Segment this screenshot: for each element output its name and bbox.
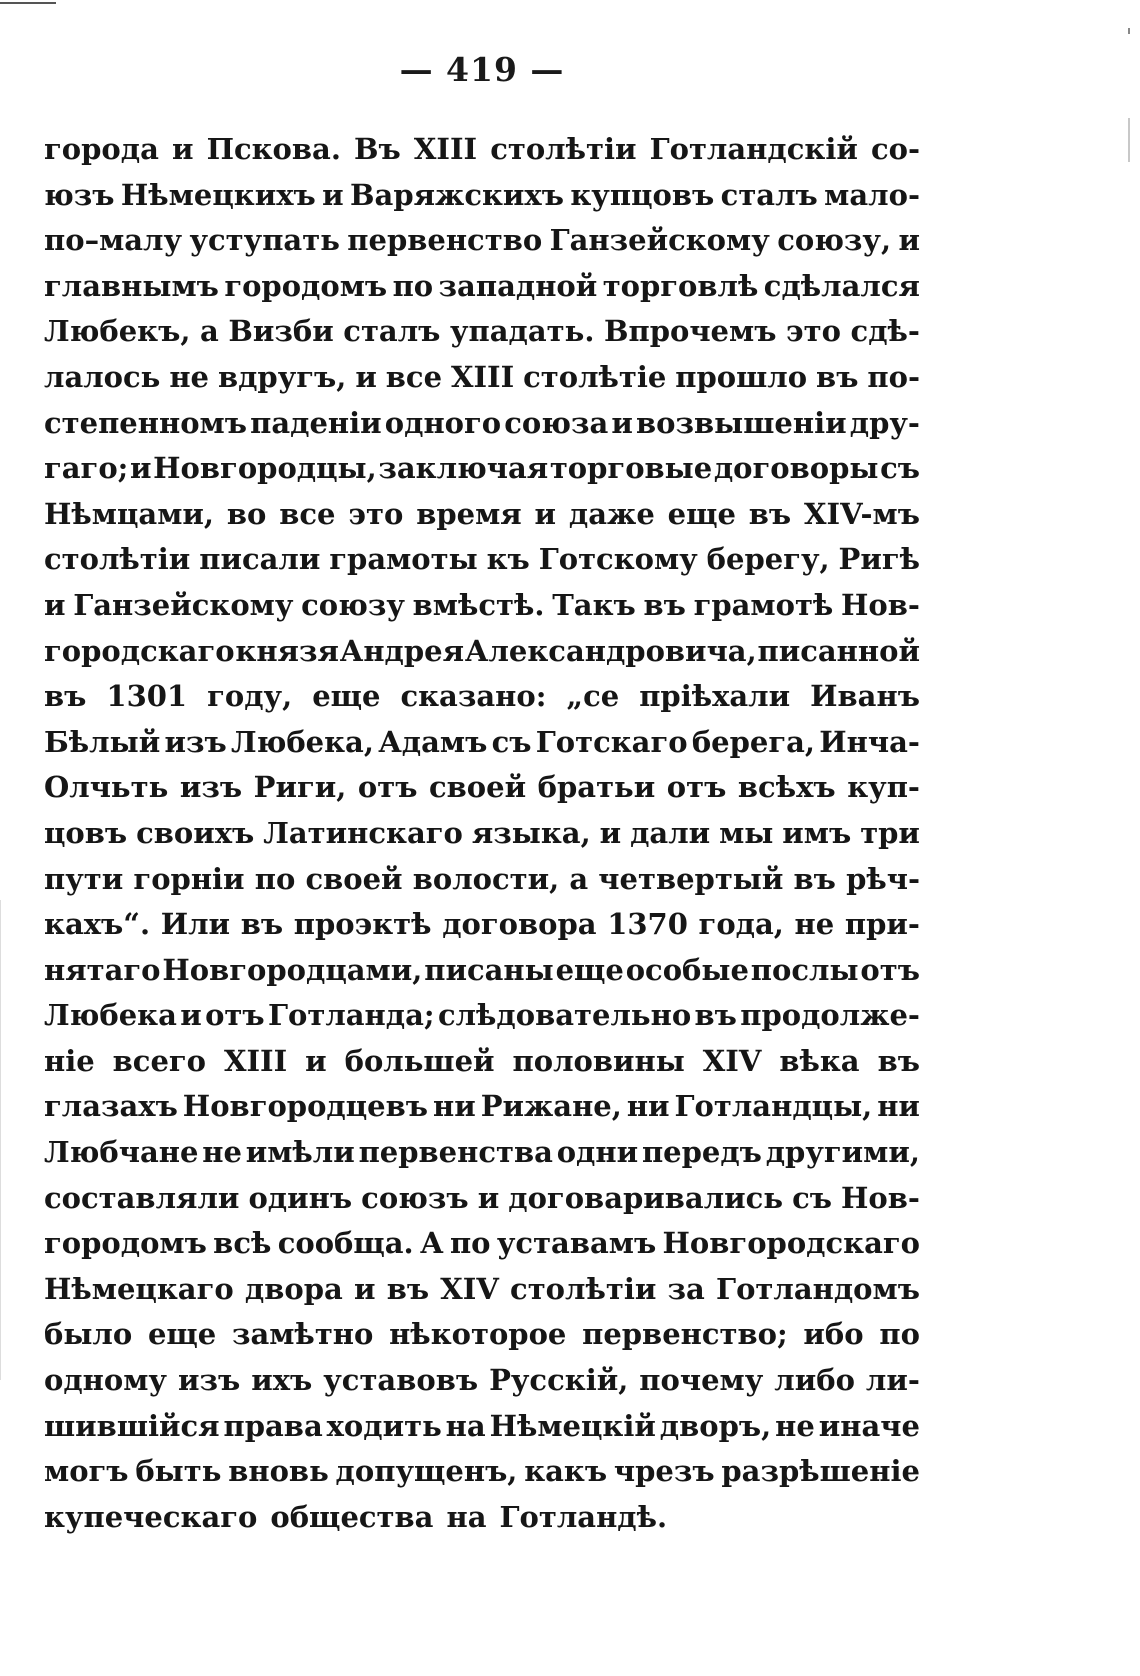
text-line (44, 1130, 920, 1176)
word: Нов- (841, 587, 920, 622)
word: Новгородцами, (162, 952, 423, 987)
word: вмѣстѣ. (412, 587, 545, 622)
word: еще (555, 952, 624, 987)
word: паденіи (250, 405, 382, 440)
text-line (44, 537, 920, 583)
word: и (171, 132, 194, 166)
word: горніи (133, 861, 245, 896)
word: глазахъ (44, 1089, 178, 1124)
word: упадать. (449, 314, 595, 349)
word: столѣтіи (44, 542, 191, 577)
word: на (445, 1408, 486, 1443)
word: пріѣхали (639, 679, 791, 714)
word: сказано: (400, 679, 547, 714)
word: XIV-мъ (804, 496, 920, 531)
word: сдѣ- (850, 314, 920, 349)
word: и (355, 359, 377, 394)
word: ни (626, 1089, 670, 1124)
word: по (449, 1226, 491, 1261)
word: Новгородскаго (662, 1226, 920, 1261)
word: уставамъ (496, 1226, 657, 1261)
word: еще (667, 496, 736, 531)
word: было (44, 1317, 133, 1352)
word: кахъ“. (44, 907, 151, 942)
word: лалось (44, 359, 161, 394)
word: уставовъ (323, 1363, 479, 1398)
word: XIII (413, 132, 478, 166)
word: а (569, 861, 589, 896)
word: году, (207, 679, 293, 714)
word: и (534, 496, 557, 531)
word: степенномъ (44, 405, 247, 440)
word: договоры (713, 451, 879, 486)
word: имъ (782, 815, 852, 850)
word: не (169, 359, 209, 394)
word: сдѣлался (763, 268, 920, 303)
word: сталъ (343, 314, 441, 349)
word: столѣтіи (510, 1271, 657, 1306)
word: съ (491, 724, 532, 759)
text-line (44, 1039, 920, 1085)
word: XIII (450, 359, 515, 394)
word: писанной (757, 633, 920, 668)
word: со- (870, 132, 920, 166)
word: первенство (347, 223, 543, 258)
word: берега, (691, 724, 816, 759)
word: братьи (537, 770, 656, 805)
scan-left-rule (0, 900, 1, 1380)
word: „се (566, 679, 620, 714)
word: отъ (666, 770, 727, 805)
word: купеческаго (44, 1499, 258, 1534)
word: городскаго (44, 633, 235, 668)
word: большей (344, 1043, 495, 1078)
word: Александровича, (464, 633, 757, 668)
text-line (44, 811, 920, 857)
text-line (44, 857, 920, 903)
word: и (130, 451, 152, 486)
text-line (44, 218, 920, 264)
word: либо (774, 1363, 855, 1398)
word: это (786, 314, 841, 349)
word: ни (432, 1089, 476, 1124)
word: проэктѣ (293, 907, 432, 942)
word: Или (160, 907, 231, 942)
word: отъ (205, 998, 265, 1033)
word: имѣли (245, 1135, 355, 1170)
word: и (898, 223, 920, 258)
text-line (44, 720, 920, 766)
word: въ (44, 679, 87, 714)
word: мало- (824, 177, 920, 212)
word: въ (816, 359, 859, 394)
word: Готскаго (535, 724, 688, 759)
word: города (44, 132, 159, 166)
text-line (44, 902, 920, 948)
word: уступать (189, 223, 340, 258)
word: особые (625, 952, 749, 987)
word: иначе (818, 1408, 920, 1443)
word: Любека, (230, 724, 374, 759)
word: XIV (440, 1271, 499, 1306)
word: нѣкоторое (389, 1317, 567, 1352)
word: три (860, 815, 920, 850)
word: и (477, 1180, 500, 1215)
word: все (279, 496, 336, 531)
word: какъ (524, 1454, 608, 1489)
word: по- (867, 359, 920, 394)
word: Любека (44, 998, 177, 1033)
word: рѣч- (846, 861, 920, 896)
word: Нѣмецкаго (44, 1271, 234, 1306)
word: за (667, 1271, 705, 1306)
word: вновь (228, 1454, 329, 1489)
word: ни (877, 1089, 920, 1124)
word: четвертый (598, 861, 784, 896)
word: на (446, 1499, 487, 1534)
word: послы (750, 952, 859, 987)
word: 1301 (106, 679, 188, 714)
word: Любекъ, (44, 314, 191, 349)
word: своей (305, 861, 403, 896)
word: берегу, (706, 542, 830, 577)
word: и (599, 815, 622, 850)
word: XIV (702, 1043, 762, 1078)
text-line (44, 765, 920, 811)
word: по (879, 1317, 920, 1352)
word: Готландомъ (716, 1271, 920, 1306)
word: одинъ (248, 1180, 353, 1215)
text-line (44, 1449, 920, 1495)
word: куп- (847, 770, 920, 805)
word: къ (486, 542, 530, 577)
word: писали (199, 542, 321, 577)
word: ихъ (251, 1363, 313, 1398)
word: одному (44, 1363, 167, 1398)
word: Олчьть (44, 770, 169, 805)
word: Рижане, (480, 1089, 622, 1124)
word: съ (880, 451, 920, 486)
word: изъ (177, 1363, 241, 1398)
word: Ганзейскому (73, 587, 294, 622)
word: Нѣмецкій (489, 1408, 656, 1443)
word: союзу (301, 587, 405, 622)
word: Иванъ (810, 679, 920, 714)
word: и (44, 587, 66, 622)
word: одни (556, 1135, 639, 1170)
word: и (305, 1043, 327, 1078)
word: быть (135, 1454, 222, 1489)
word: слѣдовательно (437, 998, 692, 1033)
word: Готландскій (649, 132, 858, 166)
word: и (180, 998, 202, 1033)
word: Новгородцы, (153, 451, 377, 486)
text-line (44, 629, 920, 675)
word: купцовъ (570, 177, 715, 212)
word: всѣхъ (737, 770, 836, 805)
word: Новгородцевъ (182, 1089, 429, 1124)
text-line (44, 355, 920, 401)
word: пути (44, 861, 124, 896)
word: дали (630, 815, 711, 850)
word: въ (386, 1271, 430, 1306)
word: сталъ (720, 177, 818, 212)
word: изъ (179, 770, 243, 805)
word: князя (235, 633, 339, 668)
word: Русскій, (489, 1363, 629, 1398)
word: западной (438, 268, 598, 303)
word: почему (639, 1363, 764, 1398)
text-line (44, 309, 920, 355)
text-line (44, 1404, 920, 1450)
word: все (385, 359, 443, 394)
word: городомъ (224, 268, 388, 303)
word: не (202, 1135, 242, 1170)
word: еще (312, 679, 381, 714)
word: Адамъ (378, 724, 488, 759)
word: при- (844, 907, 920, 942)
text-line (44, 674, 920, 720)
word: Впрочемъ (603, 314, 777, 349)
word: столѣтіе (523, 359, 667, 394)
word: составляли (44, 1180, 240, 1215)
word: шившійся (44, 1408, 220, 1443)
word: вѣка (779, 1043, 860, 1078)
text-line (44, 446, 920, 492)
word: дру- (849, 405, 920, 440)
text-line (44, 264, 920, 310)
word: двора (244, 1271, 343, 1306)
word: въ (643, 587, 686, 622)
word: по (392, 268, 434, 303)
word: первенство; (582, 1317, 788, 1352)
word: заключая (378, 451, 549, 486)
text-line (44, 948, 920, 994)
word: Нов- (841, 1180, 920, 1215)
word: юзъ (44, 177, 115, 212)
word: Риги, (253, 770, 347, 805)
word: въ (877, 1043, 920, 1078)
word: въ (694, 998, 737, 1033)
word: по–малу (44, 223, 183, 258)
word: столѣтіи (490, 132, 637, 166)
word: всѣ (213, 1226, 272, 1261)
scan-edge-mark (1128, 118, 1130, 162)
word: волости, (412, 861, 560, 896)
word: Андрея (339, 633, 465, 668)
word: Готланда; (267, 998, 435, 1033)
word: всего (112, 1043, 207, 1078)
text-line (44, 127, 920, 173)
word: ли- (865, 1363, 920, 1398)
word: а (200, 314, 219, 349)
word: время (416, 496, 522, 531)
word: съ (792, 1180, 832, 1215)
word: это (348, 496, 404, 531)
word: союзъ (361, 1180, 469, 1215)
word: въ (793, 861, 836, 896)
word: изъ (164, 724, 227, 759)
word: половины (512, 1043, 685, 1078)
word: въ (240, 907, 284, 942)
word: чрезъ (613, 1454, 715, 1489)
word: Любчане (44, 1135, 199, 1170)
word: и (611, 405, 633, 440)
word: другими, (765, 1135, 920, 1170)
word: не (794, 907, 835, 942)
word: языка, (471, 815, 591, 850)
word: А (419, 1226, 444, 1261)
word: Готскому (538, 542, 698, 577)
word: не (775, 1408, 815, 1443)
word: по (254, 861, 296, 896)
word: года, (698, 907, 784, 942)
word: цовъ (44, 815, 128, 850)
word: разрѣшеніе (721, 1454, 920, 1489)
word: городомъ (44, 1226, 207, 1261)
word: вдругъ, (217, 359, 347, 394)
word: продолже- (740, 998, 920, 1033)
word: первенства (358, 1135, 553, 1170)
word: даже (568, 496, 655, 531)
word: ходить (326, 1408, 442, 1443)
word: договора (442, 907, 597, 942)
word: еще (147, 1317, 217, 1352)
word: союзу, (777, 223, 892, 258)
scan-corner-mark (0, 2, 56, 4)
word: возвышеніи (636, 405, 847, 440)
word: права (223, 1408, 323, 1443)
word: грамотѣ (693, 587, 834, 622)
text-line (44, 583, 920, 629)
scan-edge-mark (1128, 28, 1130, 34)
word: передъ (641, 1135, 762, 1170)
word: Нѣмецкихъ (120, 177, 316, 212)
text-line (44, 173, 920, 219)
text-line (44, 1358, 920, 1404)
word: сообща. (277, 1226, 414, 1261)
word: нятаго (44, 952, 161, 987)
word: и (353, 1271, 376, 1306)
word: договаривались (508, 1180, 784, 1215)
word: прошло (675, 359, 808, 394)
text-line (44, 1176, 920, 1222)
word: Пскова. (206, 132, 341, 166)
word: Инча- (819, 724, 920, 759)
word: торговые (549, 451, 713, 486)
word: Ригѣ (838, 542, 920, 577)
word: и (322, 177, 344, 212)
word: Латинскаго (263, 815, 463, 850)
word: отъ (860, 952, 920, 987)
word: Готландцы, (674, 1089, 873, 1124)
word: дворъ, (659, 1408, 772, 1443)
text-line (44, 401, 920, 447)
word: могъ (44, 1454, 129, 1489)
word: замѣтно (231, 1317, 374, 1352)
word: Ганзейскому (549, 223, 770, 258)
word: своихъ (136, 815, 255, 850)
word: мы (719, 815, 774, 850)
word: торговлѣ (602, 268, 759, 303)
body-text (44, 127, 920, 1540)
word: XIII (223, 1043, 288, 1078)
word: союза (504, 405, 609, 440)
word: Такъ (552, 587, 636, 622)
word: ніе (44, 1043, 95, 1078)
word: грамоты (329, 542, 478, 577)
word: Нѣмцами, (44, 496, 214, 531)
text-line (44, 492, 920, 538)
text-line (44, 1221, 920, 1267)
word: въ (748, 496, 792, 531)
word: своей (429, 770, 527, 805)
word: 1370 (607, 907, 688, 942)
word: одного (384, 405, 502, 440)
word: отъ (357, 770, 418, 805)
word: допущенъ, (335, 1454, 518, 1489)
word: Готландѣ. (499, 1499, 668, 1534)
word: Въ (354, 132, 401, 166)
word: Визби (228, 314, 334, 349)
word: Варяжскихъ (350, 177, 564, 212)
word: гаго; (44, 451, 129, 486)
word: писаны (424, 952, 554, 987)
text-line (44, 1312, 920, 1358)
word: главнымъ (44, 268, 219, 303)
word: Бѣлый (44, 724, 161, 759)
word: во (226, 496, 267, 531)
word: общества (270, 1499, 434, 1534)
text-line (44, 1084, 920, 1130)
text-line (44, 1267, 920, 1313)
text-line (44, 993, 920, 1039)
word: ибо (803, 1317, 864, 1352)
page-number: — 419 — (399, 50, 565, 89)
text-line (44, 1495, 920, 1541)
